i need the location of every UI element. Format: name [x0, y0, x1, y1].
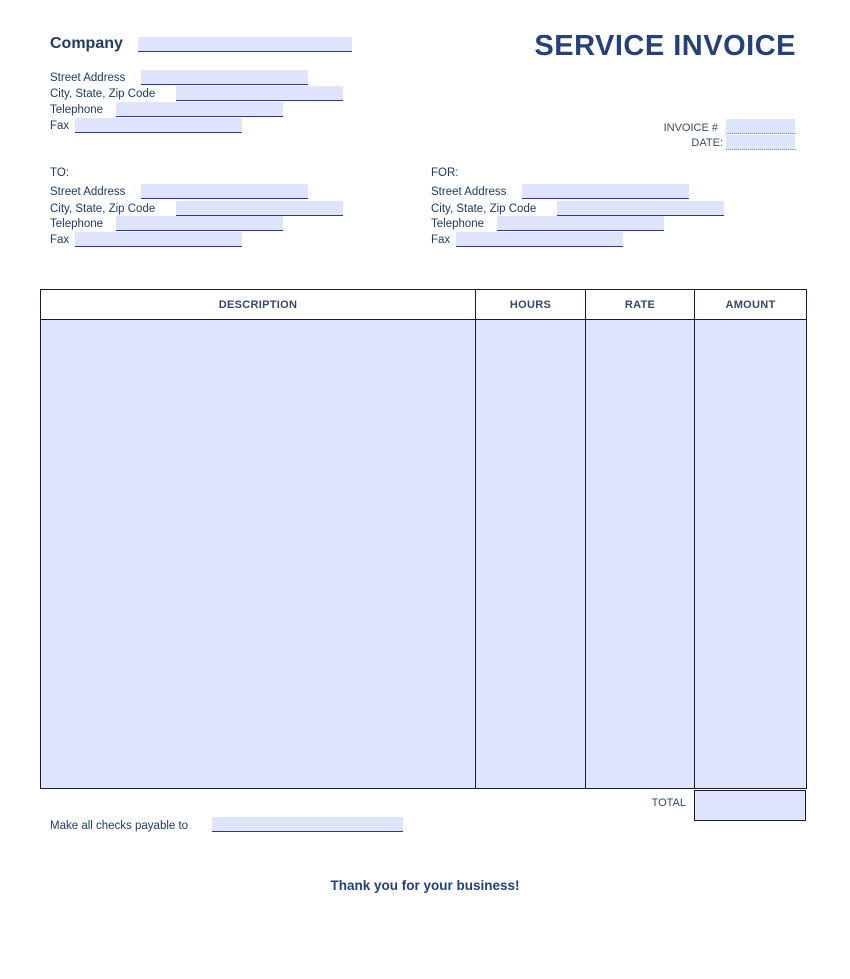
items-table [40, 289, 807, 789]
sender-city-label: City, State, Zip Code [50, 88, 156, 100]
sender-street-label: Street Address [50, 72, 126, 84]
sender-city-field[interactable] [176, 86, 343, 101]
to-city-label: City, State, Zip Code [50, 203, 156, 215]
to-telephone-field[interactable] [116, 216, 283, 231]
items-header-row [41, 290, 807, 320]
to-heading: TO: [50, 167, 69, 179]
description-cell[interactable] [41, 320, 476, 789]
date-label: DATE: [691, 137, 723, 149]
rate-cell[interactable] [586, 320, 695, 789]
to-telephone-label: Telephone [50, 218, 104, 230]
for-heading: FOR: [431, 167, 459, 179]
thank-you-message: Thank you for your business! [330, 878, 520, 893]
to-fax-field[interactable] [75, 232, 242, 247]
invoice-number-label: INVOICE # [663, 122, 718, 134]
to-street-label: Street Address [50, 186, 126, 198]
for-city-label: City, State, Zip Code [431, 203, 537, 215]
sender-telephone-field[interactable] [116, 102, 283, 117]
hours-cell[interactable] [476, 320, 586, 789]
amount-cell[interactable] [695, 320, 807, 789]
total-field[interactable] [694, 790, 806, 821]
for-street-label: Street Address [431, 186, 507, 198]
for-fax-field[interactable] [456, 232, 623, 247]
company-label: Company [50, 35, 123, 52]
to-city-field[interactable] [176, 201, 343, 216]
sender-fax-label: Fax [50, 120, 70, 132]
for-city-field[interactable] [557, 201, 724, 216]
sender-street-field[interactable] [141, 70, 308, 85]
checks-payable-label: Make all checks payable to [50, 820, 189, 832]
column-header-rate: RATE [586, 290, 695, 320]
column-header-hours: HOURS [476, 290, 586, 320]
for-street-field[interactable] [522, 184, 689, 199]
checks-payable-field[interactable] [212, 817, 403, 832]
column-header-amount: AMOUNT [695, 290, 807, 320]
sender-fax-field[interactable] [75, 118, 242, 133]
total-label: TOTAL [651, 797, 686, 809]
for-fax-label: Fax [431, 234, 451, 246]
date-field[interactable] [726, 135, 795, 150]
invoice-title: SERVICE INVOICE [534, 30, 796, 62]
for-telephone-field[interactable] [497, 216, 664, 231]
to-fax-label: Fax [50, 234, 70, 246]
to-street-field[interactable] [141, 184, 308, 199]
invoice-number-field[interactable] [726, 119, 795, 134]
for-telephone-label: Telephone [431, 218, 485, 230]
items-body-row [41, 320, 807, 789]
company-field[interactable] [138, 37, 352, 52]
column-header-description: DESCRIPTION [41, 290, 476, 320]
sender-telephone-label: Telephone [50, 104, 104, 116]
